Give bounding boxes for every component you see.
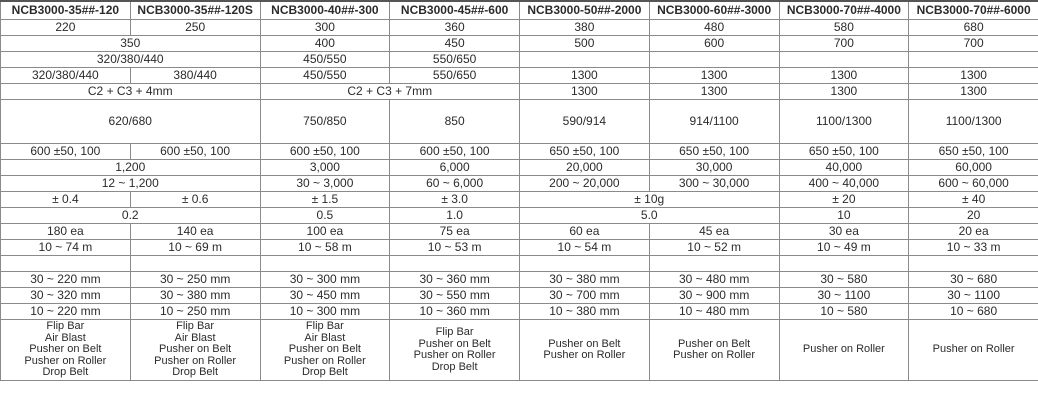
reject-type-cell xyxy=(909,320,1038,381)
table-cell: 600 ±50, 100 xyxy=(260,144,390,160)
table-cell: 20 xyxy=(909,208,1038,224)
table-cell: 450/550 xyxy=(260,68,390,84)
table-cell: 10 ~ 380 mm xyxy=(520,304,650,320)
table-cell: 30 ~ 220 mm xyxy=(1,272,131,288)
reject-type-label: Pusher on Roller xyxy=(154,354,237,367)
table-cell xyxy=(520,52,650,68)
table-cell xyxy=(909,52,1038,68)
table-cell: 550/650 xyxy=(390,68,520,84)
table-cell: 10 ~ 54 m xyxy=(520,240,650,256)
table-cell: 20 ea xyxy=(909,224,1038,240)
reject-type-label: Pusher on Belt xyxy=(288,343,361,356)
table-row xyxy=(1,208,1038,224)
reject-type-cell xyxy=(520,320,650,381)
table-cell: 30 ~ 320 mm xyxy=(1,288,131,304)
reject-type-cell xyxy=(130,320,260,381)
reject-type-cell xyxy=(390,320,520,381)
table-cell: 0.2 xyxy=(1,208,261,224)
table-cell: 45 ea xyxy=(649,224,779,240)
column-header: NCB3000-50##-2000 xyxy=(520,1,650,20)
table-cell: ± 40 xyxy=(909,192,1038,208)
table-cell: 300 xyxy=(260,20,390,36)
reject-type-cell xyxy=(779,320,909,381)
table-row xyxy=(1,100,1038,144)
reject-type-label: Pusher on Roller xyxy=(673,349,756,361)
table-cell: 180 ea xyxy=(1,224,131,240)
table-cell: 30 ~ 580 xyxy=(779,272,909,288)
table-cell: 1300 xyxy=(649,84,779,100)
table-cell: 400 ~ 40,000 xyxy=(779,176,909,192)
table-cell: C2 + C3 + 4mm xyxy=(1,84,261,100)
reject-type-label: Flip Bar xyxy=(176,320,215,333)
table-cell: 300 ~ 30,000 xyxy=(649,176,779,192)
table-cell: 600 ±50, 100 xyxy=(390,144,520,160)
table-cell: 30 ~ 680 xyxy=(909,272,1038,288)
table-cell: 650 ±50, 100 xyxy=(779,144,909,160)
table-row xyxy=(1,304,1038,320)
table-cell: 60 ~ 6,000 xyxy=(390,176,520,192)
table-cell: 320/380/440 xyxy=(1,68,131,84)
table-cell: 10 ~ 580 xyxy=(779,304,909,320)
table-cell xyxy=(520,256,650,272)
table-cell: 3,000 xyxy=(260,160,390,176)
table-cell: 100 ea xyxy=(260,224,390,240)
table-cell: 600 ±50, 100 xyxy=(1,144,131,160)
table-row xyxy=(1,20,1038,36)
table-cell: 680 xyxy=(909,20,1038,36)
table-cell: 10 xyxy=(779,208,909,224)
table-cell: 30 ~ 700 mm xyxy=(520,288,650,304)
table-cell: 620/680 xyxy=(1,100,261,144)
table-cell: 1100/1300 xyxy=(909,100,1038,144)
table-cell: 580 xyxy=(779,20,909,36)
table-row xyxy=(1,144,1038,160)
reject-type-cell xyxy=(1,320,131,381)
table-cell: ± 0.6 xyxy=(130,192,260,208)
table-cell: 450 xyxy=(390,36,520,52)
column-header: NCB3000-35##-120S xyxy=(130,1,260,20)
table-cell: 10 ~ 300 mm xyxy=(260,304,390,320)
table-row xyxy=(1,176,1038,192)
table-cell xyxy=(1,256,131,272)
table-row xyxy=(1,192,1038,208)
reject-type-label: Pusher on Belt xyxy=(548,337,621,350)
table-cell: 30 ~ 1100 xyxy=(779,288,909,304)
table-cell xyxy=(390,256,520,272)
reject-type-label: Air Blast xyxy=(174,331,216,344)
table-cell: 380/440 xyxy=(130,68,260,84)
table-cell: 550/650 xyxy=(390,52,520,68)
table-cell: 1300 xyxy=(909,68,1038,84)
table-cell: 320/380/440 xyxy=(1,52,261,68)
table-cell: ± 20 xyxy=(779,192,909,208)
table-row xyxy=(1,36,1038,52)
table-cell: 1300 xyxy=(779,84,909,100)
table-cell: 220 xyxy=(1,20,131,36)
table-cell: 914/1100 xyxy=(649,100,779,144)
table-cell: 30 ea xyxy=(779,224,909,240)
reject-type-label: Flip Bar xyxy=(305,320,344,333)
table-cell: 600 xyxy=(649,36,779,52)
table-row xyxy=(1,84,1038,100)
table-cell: 600 ~ 60,000 xyxy=(909,176,1038,192)
table-body xyxy=(1,20,1038,381)
reject-type-label: Air Blast xyxy=(44,331,86,344)
table-cell: 20,000 xyxy=(520,160,650,176)
table-cell: 10 ~ 58 m xyxy=(260,240,390,256)
table-cell: 750/850 xyxy=(260,100,390,144)
table-cell xyxy=(649,52,779,68)
reject-type-label: Pusher on Belt xyxy=(418,337,491,350)
table-cell: 30 ~ 300 mm xyxy=(260,272,390,288)
reject-type-cell xyxy=(260,320,390,381)
table-cell: 10 ~ 53 m xyxy=(390,240,520,256)
table-cell: 30 ~ 360 mm xyxy=(390,272,520,288)
table-cell xyxy=(779,52,909,68)
reject-type-label: Flip Bar xyxy=(46,320,85,333)
table-cell: 5.0 xyxy=(520,208,780,224)
reject-type-row xyxy=(1,320,1038,381)
table-cell: 450/550 xyxy=(260,52,390,68)
table-cell: ± 1.5 xyxy=(260,192,390,208)
header-row xyxy=(1,1,1038,20)
reject-type-label: Pusher on Roller xyxy=(24,354,107,367)
table-row xyxy=(1,240,1038,256)
table-cell: 700 xyxy=(909,36,1038,52)
table-cell: 380 xyxy=(520,20,650,36)
table-cell: 30 ~ 380 mm xyxy=(130,288,260,304)
table-cell xyxy=(779,256,909,272)
table-cell: C2 + C3 + 7mm xyxy=(260,84,520,100)
table-cell xyxy=(909,256,1038,272)
table-cell: ± 10g xyxy=(520,192,780,208)
table-cell: 140 ea xyxy=(130,224,260,240)
reject-type-label: Pusher on Belt xyxy=(29,343,102,356)
table-cell: 10 ~ 360 mm xyxy=(390,304,520,320)
reject-type-label: Flip Bar xyxy=(435,326,474,338)
table-cell: 10 ~ 74 m xyxy=(1,240,131,256)
table-row xyxy=(1,256,1038,272)
table-cell: 30 ~ 380 mm xyxy=(520,272,650,288)
table-row xyxy=(1,224,1038,240)
reject-type-label: Pusher on Roller xyxy=(413,349,496,361)
table-cell: 200 ~ 20,000 xyxy=(520,176,650,192)
table-cell: 30 ~ 450 mm xyxy=(260,288,390,304)
table-cell: 700 xyxy=(779,36,909,52)
table-cell: 12 ~ 1,200 xyxy=(1,176,261,192)
table-cell: 1300 xyxy=(520,84,650,100)
table-cell: 650 ±50, 100 xyxy=(909,144,1038,160)
table-cell: 1300 xyxy=(909,84,1038,100)
table-cell: 1.0 xyxy=(390,208,520,224)
column-header: NCB3000-60##-3000 xyxy=(649,1,779,20)
table-cell: 1300 xyxy=(520,68,650,84)
column-header: NCB3000-35##-120 xyxy=(1,1,131,20)
table-row xyxy=(1,68,1038,84)
reject-type-label: Pusher on Roller xyxy=(543,349,626,361)
column-header: NCB3000-40##-300 xyxy=(260,1,390,20)
reject-type-label: Drop Belt xyxy=(431,360,478,373)
column-header: NCB3000-70##-6000 xyxy=(909,1,1038,20)
table-cell: 400 xyxy=(260,36,390,52)
table-row xyxy=(1,52,1038,68)
reject-type-label: Drop Belt xyxy=(42,366,89,379)
table-cell: 1,200 xyxy=(1,160,261,176)
table-cell: 850 xyxy=(390,100,520,144)
column-header: NCB3000-70##-4000 xyxy=(779,1,909,20)
table-cell: 590/914 xyxy=(520,100,650,144)
table-cell: 360 xyxy=(390,20,520,36)
table-cell: 350 xyxy=(1,36,261,52)
table-cell: 650 ±50, 100 xyxy=(520,144,650,160)
reject-type-label: Pusher on Roller xyxy=(802,343,885,356)
reject-type-label: Pusher on Roller xyxy=(932,343,1015,356)
table-cell: 10 ~ 250 mm xyxy=(130,304,260,320)
table-row xyxy=(1,288,1038,304)
table-cell: 10 ~ 69 m xyxy=(130,240,260,256)
table-cell: 30 ~ 250 mm xyxy=(130,272,260,288)
table-cell xyxy=(130,256,260,272)
table-cell: 30 ~ 1100 xyxy=(909,288,1038,304)
table-cell: 480 xyxy=(649,20,779,36)
table-cell: 30 ~ 550 mm xyxy=(390,288,520,304)
table-cell: 10 ~ 52 m xyxy=(649,240,779,256)
table-cell: 1300 xyxy=(779,68,909,84)
table-row xyxy=(1,272,1038,288)
table-cell: 600 ±50, 100 xyxy=(130,144,260,160)
reject-type-label: Pusher on Belt xyxy=(678,337,751,350)
table-cell: 10 ~ 680 xyxy=(909,304,1038,320)
table-cell: 0.5 xyxy=(260,208,390,224)
table-cell: 10 ~ 220 mm xyxy=(1,304,131,320)
table-row xyxy=(1,160,1038,176)
table-cell: 6,000 xyxy=(390,160,520,176)
reject-type-cell xyxy=(649,320,779,381)
table-cell: 1300 xyxy=(649,68,779,84)
table-cell: 30 ~ 480 mm xyxy=(649,272,779,288)
table-cell: 60,000 xyxy=(909,160,1038,176)
table-cell: 30 ~ 3,000 xyxy=(260,176,390,192)
table-cell: ± 0.4 xyxy=(1,192,131,208)
table-cell: 60 ea xyxy=(520,224,650,240)
table-cell: 10 ~ 480 mm xyxy=(649,304,779,320)
reject-type-label: Pusher on Belt xyxy=(159,343,232,356)
table-cell: 10 ~ 33 m xyxy=(909,240,1038,256)
table-cell xyxy=(260,256,390,272)
table-cell: 30 ~ 900 mm xyxy=(649,288,779,304)
table-cell: 30,000 xyxy=(649,160,779,176)
table-cell: 75 ea xyxy=(390,224,520,240)
table-cell: 500 xyxy=(520,36,650,52)
table-cell: 40,000 xyxy=(779,160,909,176)
reject-type-label: Drop Belt xyxy=(172,366,219,379)
column-header: NCB3000-45##-600 xyxy=(390,1,520,20)
table-cell: 1100/1300 xyxy=(779,100,909,144)
table-cell: 10 ~ 49 m xyxy=(779,240,909,256)
reject-type-label: Drop Belt xyxy=(301,366,348,379)
table-cell: 250 xyxy=(130,20,260,36)
reject-type-label: Air Blast xyxy=(304,331,346,344)
table-cell xyxy=(649,256,779,272)
table-cell: ± 3.0 xyxy=(390,192,520,208)
reject-type-label: Pusher on Roller xyxy=(283,354,366,367)
table-cell: 650 ±50, 100 xyxy=(649,144,779,160)
